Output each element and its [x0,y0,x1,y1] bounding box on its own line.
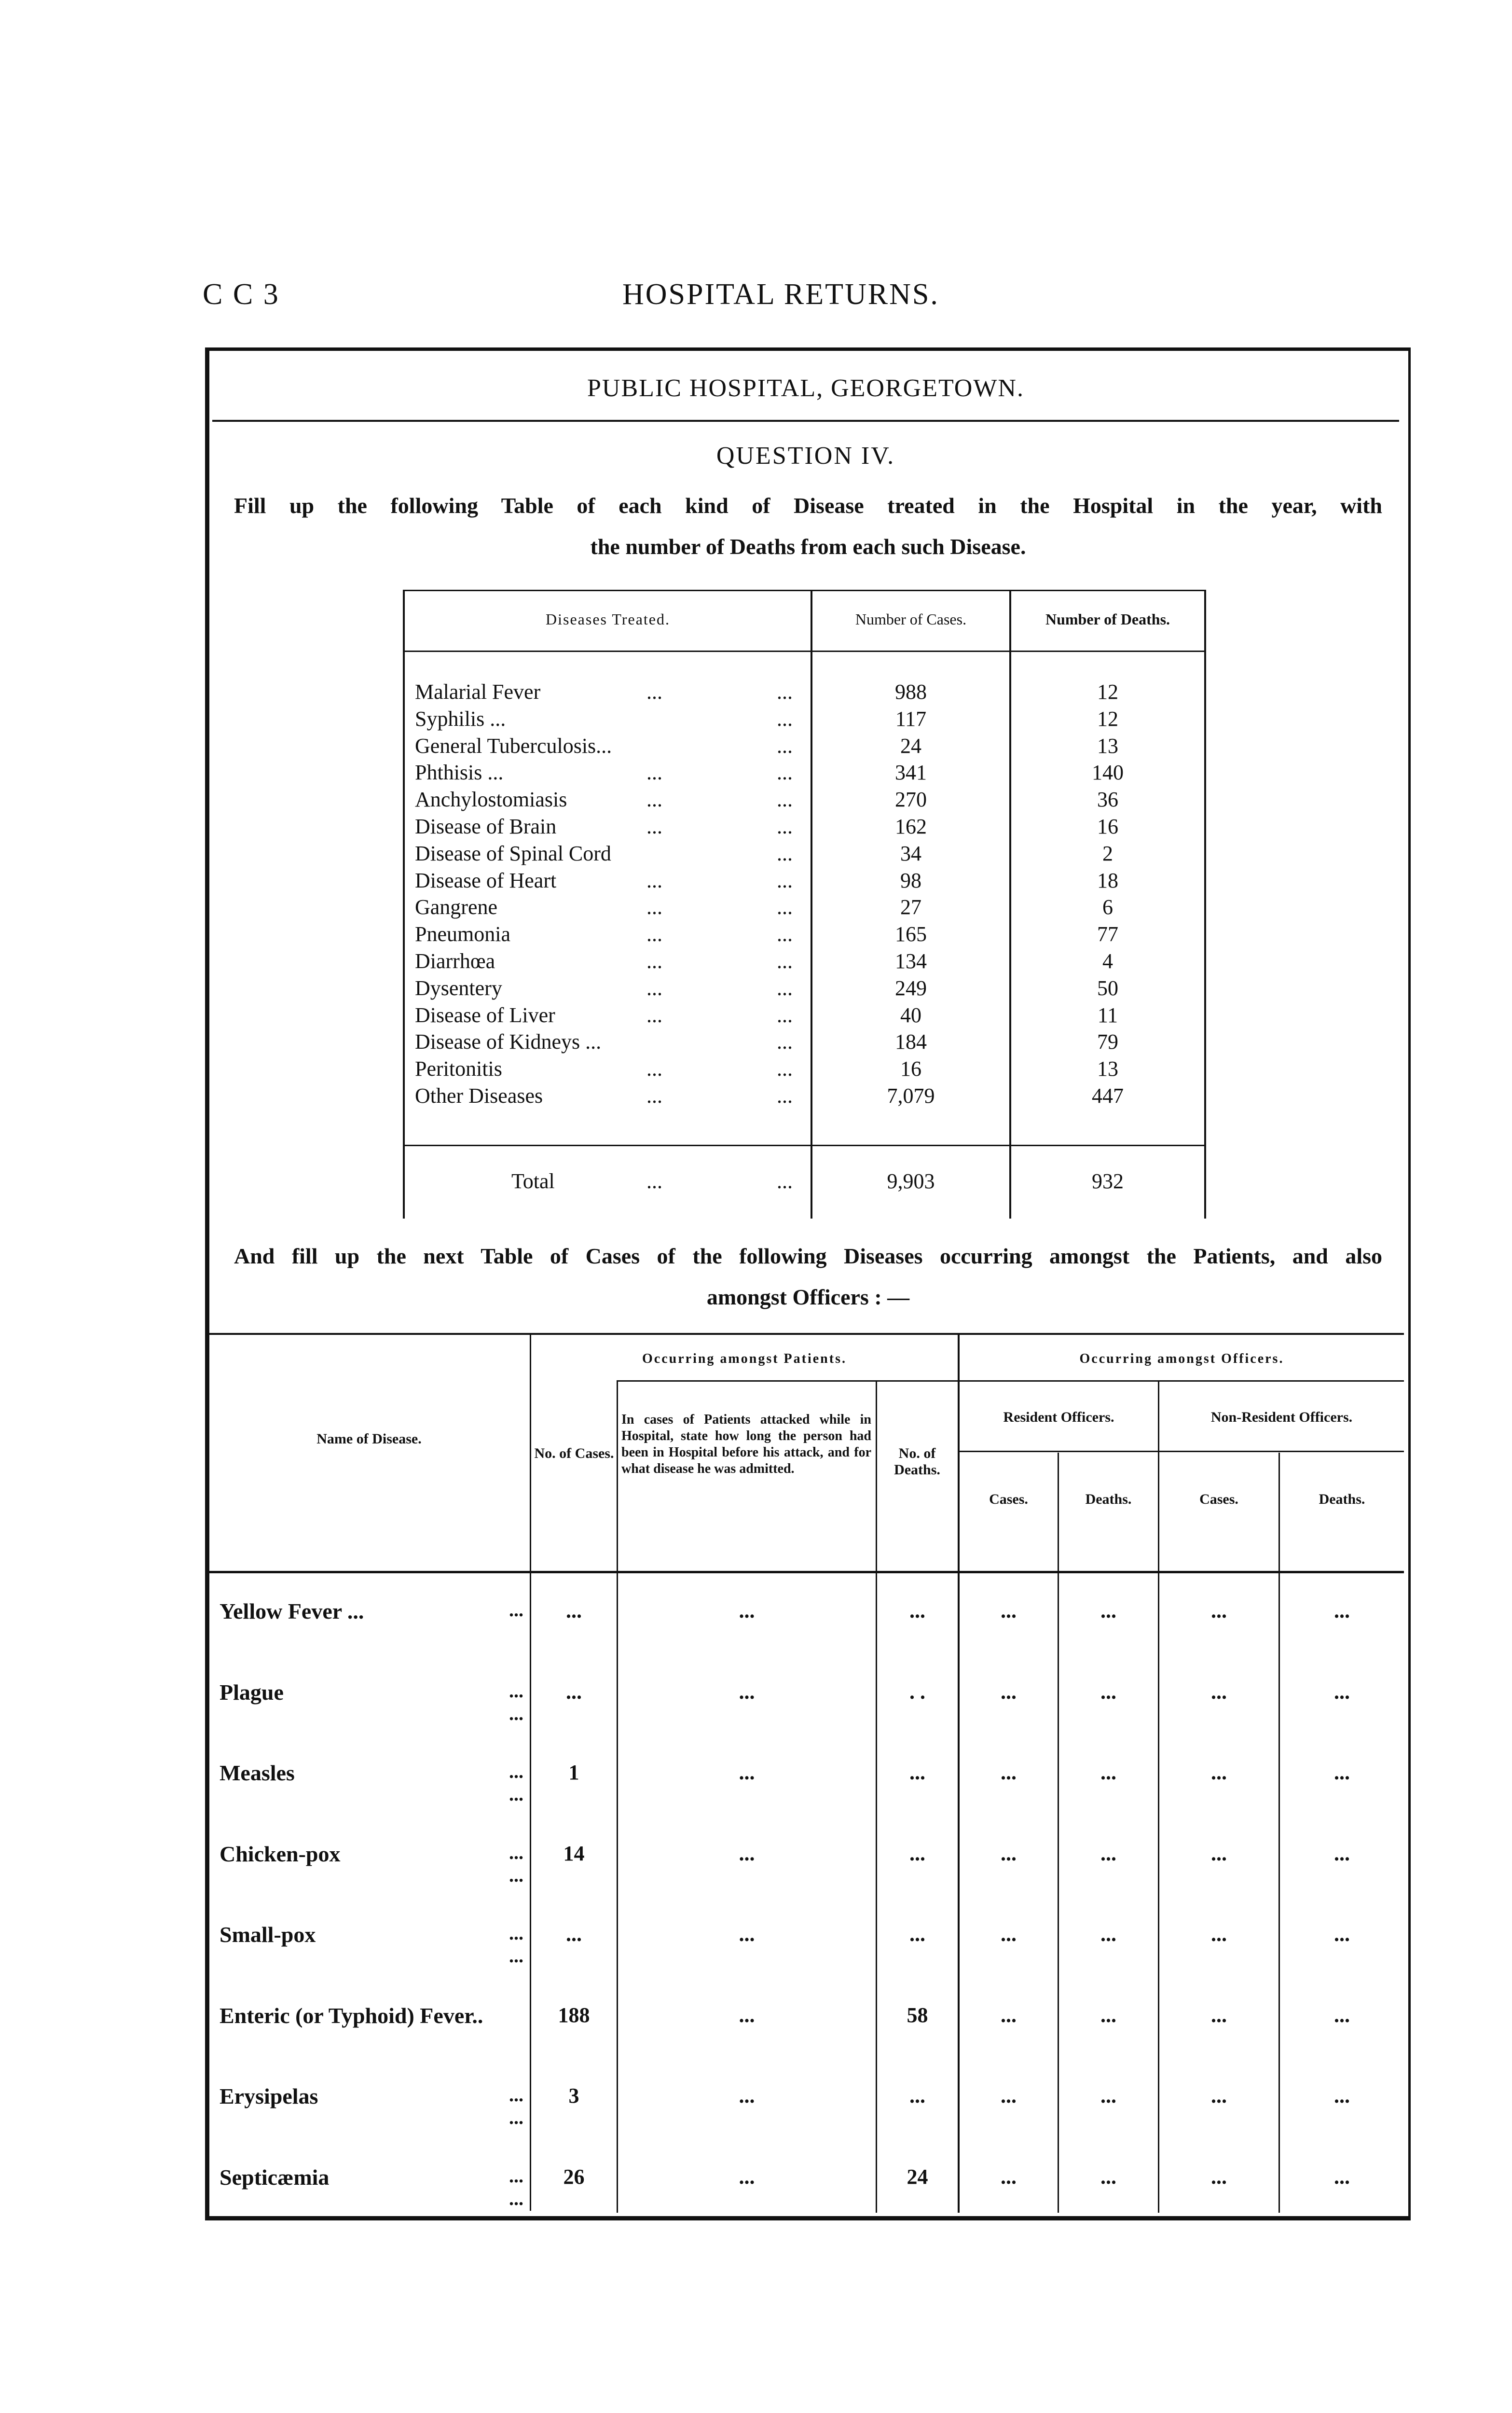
disease-name: Other Diseases [415,1084,543,1108]
cases-value: 98 [900,869,921,892]
leader-dots: ... [646,976,662,1000]
non-resident-cases-value: ... [1211,1842,1227,1865]
disease-name: Dysentery [415,976,502,1000]
no-cases-value: 3 [568,2084,579,2108]
leader-dots: ... [646,1084,662,1108]
leader-dots: ... [777,895,793,919]
disease-name: Diarrhœa [415,949,495,973]
disease-name: Pneumonia [415,922,510,946]
subgroup-header-non-resident: Non-Resident Officers. [1210,1409,1353,1425]
leader-dots: ... [646,815,662,838]
table-top-rule [209,1333,1404,1335]
no-deaths-value: . . [909,1680,925,1704]
no-cases-value: 26 [563,2165,585,2189]
resident-deaths-value: ... [1100,1761,1116,1784]
leader-dots: ... [646,761,662,784]
resident-deaths-value: ... [1100,1922,1116,1946]
deaths-value: 36 [1097,788,1118,811]
column-header-no-cases: No. of Cases. [534,1445,614,1461]
cases-value: 165 [895,922,927,946]
disease-name: Disease of Spinal Cord [415,842,611,865]
subgroup-rule [960,1451,1404,1452]
in-hospital-value: ... [739,1599,755,1623]
total-label: Total [511,1169,555,1193]
non-resident-cases-value: ... [1211,2165,1227,2189]
no-cases-value: ... [566,1680,582,1704]
question-heading: QUESTION IV. [716,442,895,470]
non-resident-cases-value: ... [1211,1761,1227,1784]
table-top-rule [403,590,1206,591]
disease-name: Septicæmia [220,2165,330,2190]
non-resident-deaths-value: ... [1334,1922,1350,1946]
deaths-value: 79 [1097,1030,1118,1054]
no-cases-value: 1 [568,1761,579,1784]
resident-deaths-value: ... [1100,1599,1116,1623]
hospital-name: PUBLIC HOSPITAL, GEORGETOWN. [587,374,1024,402]
non-resident-cases-value: ... [1211,1922,1227,1946]
column-header-no-deaths: No. of Deaths. [894,1445,940,1478]
non-resident-deaths-value: ... [1334,2003,1350,2027]
resident-deaths-value: ... [1100,1680,1116,1704]
disease-name: Disease of Brain [415,815,557,838]
cases-value: 27 [900,895,921,919]
disease-name: General Tuberculosis... [415,734,612,758]
resident-cases-value: ... [1001,1680,1017,1704]
in-hospital-value: ... [739,2165,755,2189]
leader-dots: ... [777,1057,793,1081]
leader-dots: ... [777,842,793,865]
leader-dots: ... [777,707,793,731]
leader-dots: ... [646,1057,662,1081]
leader-dots: ... [777,734,793,758]
disease-name: Measles [220,1761,295,1785]
resident-cases-value: ... [1001,2165,1017,2189]
resident-deaths-value: ... [1100,2165,1116,2189]
in-hospital-value: ... [739,1761,755,1784]
leader-dots: ... [777,869,793,892]
leader-dots: ... [509,1599,523,1621]
non-resident-deaths-value: ... [1334,1842,1350,1865]
column-header-deaths: Number of Deaths. [1045,610,1170,628]
cases-value: 162 [895,815,927,838]
in-hospital-value: ... [739,2084,755,2108]
column-header-name: Name of Disease. [316,1431,422,1447]
disease-name: Enteric (or Typhoid) Fever.. [220,2003,483,2028]
resident-deaths-value: ... [1100,2084,1116,2108]
non-resident-cases-value: ... [1211,1599,1227,1623]
disease-name: Syphilis ... [415,707,506,731]
instruction-line: And fill up the next Table of Cases of the following Diseases occurring amongst the Patients, and also [234,1244,1382,1268]
leader-dots: ... [646,949,662,973]
column-header-cases: Number of Cases. [855,610,967,628]
deaths-value: 2 [1102,842,1113,865]
cases-value: 184 [895,1030,927,1054]
leader-dots: ... ... [509,2084,523,2128]
non-resident-deaths-value: ... [1334,2084,1350,2108]
disease-name: Disease of Kidneys ... [415,1030,602,1054]
deaths-value: 11 [1097,1003,1118,1027]
cases-value: 40 [900,1003,921,1027]
leader-dots: ... ... [509,1922,523,1967]
leader-dots: ... [646,869,662,892]
deaths-value: 140 [1092,761,1124,784]
column-header-in-hospital: In cases of Patients attacked while in Hospital, state how long the person had been in Hospital before his attack, and for what disease he was admitted. [621,1412,871,1476]
resident-cases-value: ... [1001,1761,1017,1784]
table-left-rule [403,591,405,1219]
leader-dots: ... [777,788,793,811]
resident-deaths-value: ... [1100,2003,1116,2027]
page-running-title: HOSPITAL RETURNS. [622,278,939,311]
resident-cases-value: ... [1001,1599,1017,1623]
no-deaths-value: 24 [907,2165,928,2189]
non-resident-cases-value: ... [1211,2084,1227,2108]
divider-rule [212,420,1399,422]
non-resident-deaths-value: ... [1334,2165,1350,2189]
resident-cases-value: ... [1001,2084,1017,2108]
in-hospital-value: ... [739,2003,755,2027]
deaths-value: 13 [1097,734,1118,758]
deaths-value: 77 [1097,922,1118,946]
leader-dots: ... [777,1169,793,1193]
deaths-value: 6 [1102,895,1113,919]
no-deaths-value: ... [909,2084,925,2108]
disease-name: Disease of Liver [415,1003,555,1027]
column-header-non-resident-cases: Cases. [1199,1491,1238,1507]
cases-value: 249 [895,976,927,1000]
leader-dots: ... ... [509,1761,523,1805]
column-header-non-resident-deaths: Deaths. [1319,1491,1365,1507]
total-cases: 9,903 [887,1169,935,1193]
leader-dots: ... ... [509,1680,523,1724]
page-section-mark: C C 3 [203,278,280,311]
leader-dots: ... [777,1030,793,1054]
leader-dots: ... [646,895,662,919]
disease-name: Yellow Fever ... [220,1599,364,1623]
instruction-line: Fill up the following Table of each kind of Disease treated in the Hospital in the year, with [234,493,1382,518]
disease-name: Erysipelas [220,2084,318,2108]
deaths-value: 13 [1097,1057,1118,1081]
deaths-value: 12 [1097,680,1118,704]
subgroup-header-resident: Resident Officers. [1003,1409,1114,1425]
leader-dots: ... [777,815,793,838]
no-deaths-value: ... [909,1922,925,1946]
resident-cases-value: ... [1001,1842,1017,1865]
no-cases-value: ... [566,1599,582,1623]
instruction-line: amongst Officers : — [706,1285,910,1309]
resident-deaths-value: ... [1100,1842,1116,1865]
disease-name: Gangrene [415,895,498,919]
leader-dots: ... [646,1169,662,1193]
disease-name: Plague [220,1680,284,1705]
no-cases-value: 14 [563,1842,585,1865]
leader-dots: ... [777,976,793,1000]
disease-name: Malarial Fever [415,680,541,704]
leader-dots: ... ... [509,2165,523,2209]
in-hospital-value: ... [739,1842,755,1865]
group-rule [617,1380,1404,1382]
non-resident-deaths-value: ... [1334,1680,1350,1704]
deaths-value: 16 [1097,815,1118,838]
column-header-diseases: Diseases Treated. [546,610,670,628]
disease-name: Peritonitis [415,1057,502,1081]
cases-value: 34 [900,842,921,865]
non-resident-deaths-value: ... [1334,1599,1350,1623]
leader-dots: ... [777,761,793,784]
group-header-officers: Occurring amongst Officers. [1079,1351,1284,1366]
header-bottom-rule [209,1571,1404,1573]
deaths-value: 50 [1097,976,1118,1000]
no-cases-value: 188 [558,2003,590,2027]
cases-value: 134 [895,949,927,973]
non-resident-cases-value: ... [1211,1680,1227,1704]
disease-name: Disease of Heart [415,869,557,892]
cases-value: 988 [895,680,927,704]
total-rule [403,1145,1206,1146]
disease-name: Phthisis ... [415,761,504,784]
column-header-resident-cases: Cases. [989,1491,1028,1507]
no-deaths-value: 58 [907,2003,928,2027]
cases-value: 117 [895,707,927,731]
leader-dots: ... [777,680,793,704]
no-deaths-value: ... [909,1842,925,1865]
no-deaths-value: ... [909,1761,925,1784]
in-hospital-value: ... [739,1922,755,1946]
leader-dots: ... ... [509,1842,523,1886]
leader-dots: ... [646,1003,662,1027]
in-hospital-value: ... [739,1680,755,1704]
disease-name: Anchylostomiasis [415,788,567,811]
non-resident-deaths-value: ... [1334,1761,1350,1784]
leader-dots: ... [646,680,662,704]
leader-dots: ... [646,788,662,811]
cases-value: 341 [895,761,927,784]
leader-dots: ... [777,922,793,946]
disease-name: Small-pox [220,1922,316,1947]
leader-dots: ... [646,922,662,946]
cases-value: 16 [900,1057,921,1081]
header-rule [403,651,1206,652]
table-right-rule [1204,591,1206,1219]
cases-value: 270 [895,788,927,811]
leader-dots: ... [777,1084,793,1108]
total-deaths: 932 [1092,1169,1124,1193]
deaths-value: 447 [1092,1084,1124,1108]
resident-cases-value: ... [1001,1922,1017,1946]
disease-name: Chicken-pox [220,1842,341,1866]
leader-dots: ... [777,949,793,973]
deaths-value: 4 [1102,949,1113,973]
column-header-resident-deaths: Deaths. [1085,1491,1132,1507]
no-deaths-value: ... [909,1599,925,1623]
cases-value: 7,079 [887,1084,935,1108]
resident-cases-value: ... [1001,2003,1017,2027]
deaths-value: 18 [1097,869,1118,892]
instruction-line: the number of Deaths from each such Disease. [590,534,1026,559]
group-header-patients: Occurring amongst Patients. [642,1351,847,1366]
non-resident-cases-value: ... [1211,2003,1227,2027]
leader-dots: ... [777,1003,793,1027]
no-cases-value: ... [566,1922,582,1946]
deaths-value: 12 [1097,707,1118,731]
cases-value: 24 [900,734,921,758]
